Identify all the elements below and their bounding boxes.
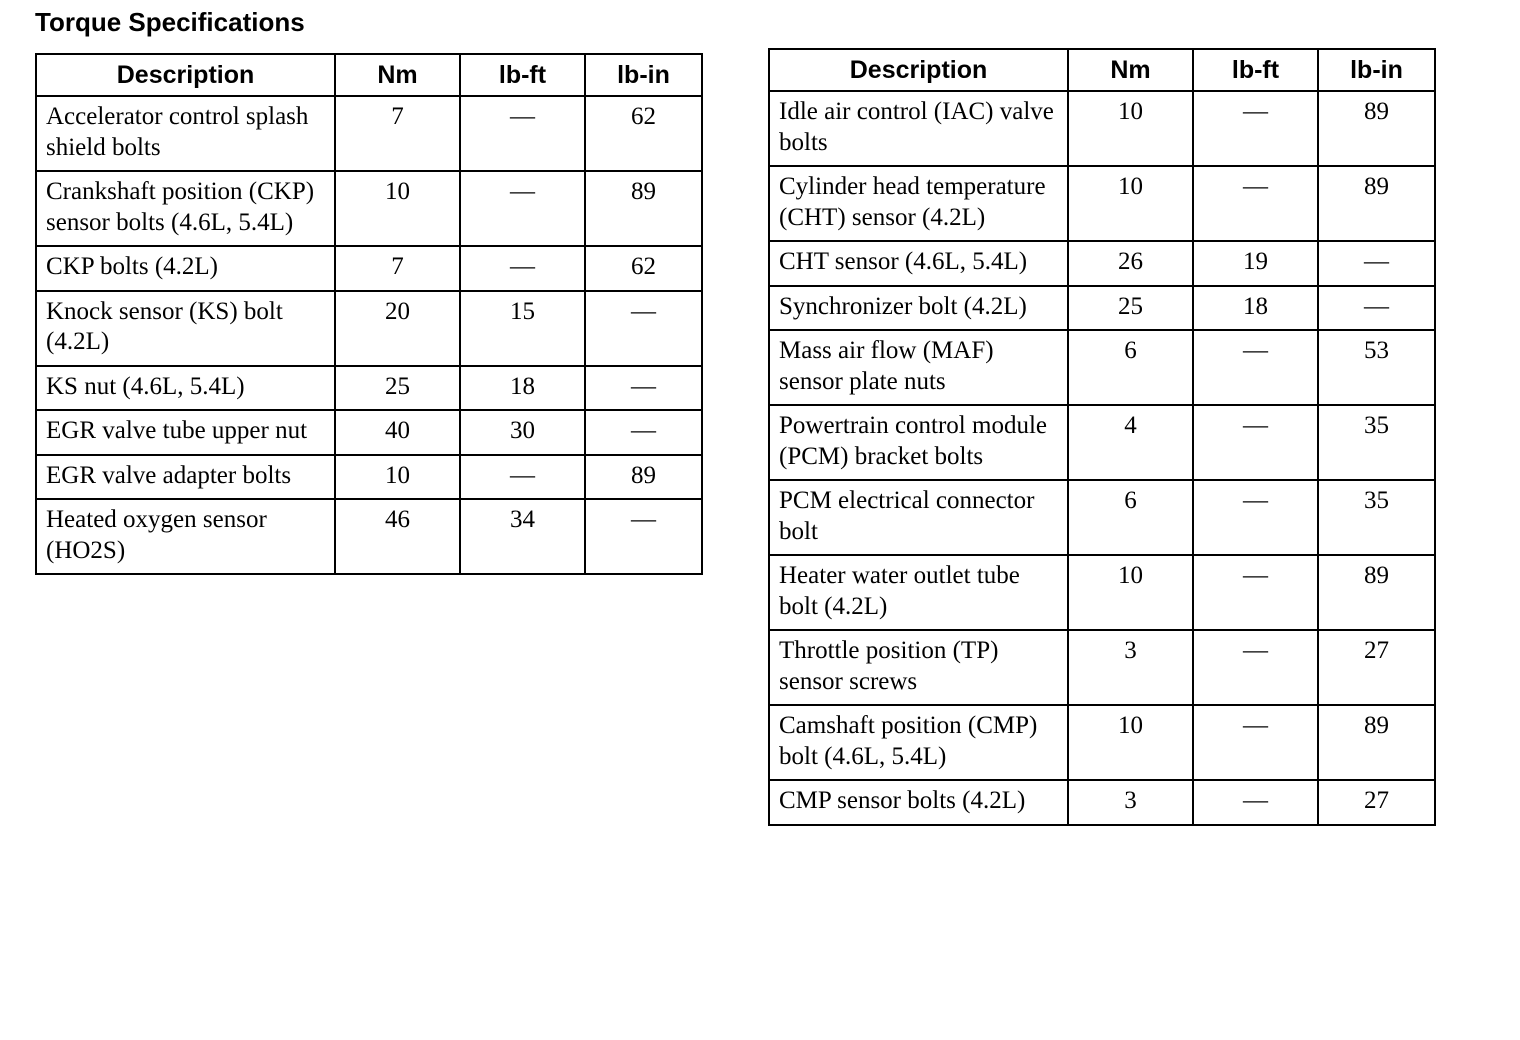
cell-lbft: —	[1193, 166, 1318, 241]
table-row	[769, 166, 1435, 241]
table-row	[769, 91, 1435, 166]
cell-nm: 3	[1068, 630, 1193, 705]
cell-nm: 20	[335, 291, 460, 366]
column-header-lbin: lb-in	[585, 54, 702, 96]
column-header-lbft: lb-ft	[460, 54, 585, 96]
cell-description: EGR valve tube upper nut	[36, 410, 335, 455]
table-row	[36, 499, 702, 574]
cell-nm: 25	[335, 366, 460, 411]
cell-lbft: —	[460, 455, 585, 500]
torque-table-left	[35, 53, 703, 575]
cell-lbin: —	[1318, 241, 1435, 286]
cell-lbin: 27	[1318, 630, 1435, 705]
cell-nm: 26	[1068, 241, 1193, 286]
table-row	[769, 286, 1435, 331]
table-row	[36, 96, 702, 171]
cell-lbin: —	[585, 291, 702, 366]
cell-description: EGR valve adapter bolts	[36, 455, 335, 500]
cell-lbft: 30	[460, 410, 585, 455]
table-row	[769, 555, 1435, 630]
cell-lbin: 89	[585, 455, 702, 500]
cell-description: Heater water outlet tube bolt (4.2L)	[769, 555, 1068, 630]
table-row	[769, 630, 1435, 705]
table-row	[36, 171, 702, 246]
cell-lbft: 18	[1193, 286, 1318, 331]
column-header-nm: Nm	[1068, 49, 1193, 91]
cell-lbft: —	[1193, 555, 1318, 630]
table-row	[769, 241, 1435, 286]
column-header-lbin: lb-in	[1318, 49, 1435, 91]
table-row	[36, 291, 702, 366]
cell-description: PCM electrical connector bolt	[769, 480, 1068, 555]
table-header-row	[36, 54, 702, 96]
page-title: Torque Specifications	[35, 7, 305, 37]
cell-lbft: —	[460, 246, 585, 291]
cell-lbin: 89	[1318, 91, 1435, 166]
cell-lbin: —	[585, 410, 702, 455]
table-row	[36, 455, 702, 500]
cell-nm: 3	[1068, 780, 1193, 825]
cell-description: Throttle position (TP) sensor screws	[769, 630, 1068, 705]
cell-nm: 10	[1068, 166, 1193, 241]
cell-nm: 6	[1068, 480, 1193, 555]
cell-description: Idle air control (IAC) valve bolts	[769, 91, 1068, 166]
cell-lbin: 53	[1318, 330, 1435, 405]
cell-lbin: 35	[1318, 480, 1435, 555]
cell-description: Heated oxygen sensor (HO2S)	[36, 499, 335, 574]
table-header-row	[769, 49, 1435, 91]
cell-lbft: —	[1193, 630, 1318, 705]
table-row	[36, 410, 702, 455]
cell-lbin: —	[585, 499, 702, 574]
cell-lbin: —	[1318, 286, 1435, 331]
cell-lbft: 34	[460, 499, 585, 574]
cell-lbin: 62	[585, 246, 702, 291]
cell-lbft: —	[1193, 780, 1318, 825]
cell-nm: 7	[335, 246, 460, 291]
cell-description: KS nut (4.6L, 5.4L)	[36, 366, 335, 411]
table-row	[36, 366, 702, 411]
cell-lbft: —	[1193, 480, 1318, 555]
cell-description: Crankshaft position (CKP) sensor bolts (4.6L, 5.4L)	[36, 171, 335, 246]
cell-nm: 10	[335, 455, 460, 500]
table-row	[36, 246, 702, 291]
cell-lbin: 89	[585, 171, 702, 246]
cell-lbin: 35	[1318, 405, 1435, 480]
cell-lbft: 18	[460, 366, 585, 411]
cell-lbft: —	[460, 96, 585, 171]
table-row	[769, 330, 1435, 405]
table-row	[769, 480, 1435, 555]
cell-nm: 40	[335, 410, 460, 455]
cell-lbft: —	[1193, 330, 1318, 405]
cell-description: Knock sensor (KS) bolt (4.2L)	[36, 291, 335, 366]
cell-lbft: —	[1193, 405, 1318, 480]
cell-description: Synchronizer bolt (4.2L)	[769, 286, 1068, 331]
column-header-description: Description	[36, 54, 335, 96]
cell-description: Accelerator control splash shield bolts	[36, 96, 335, 171]
cell-nm: 10	[1068, 91, 1193, 166]
cell-lbft: —	[460, 171, 585, 246]
cell-lbft: —	[1193, 91, 1318, 166]
cell-description: Powertrain control module (PCM) bracket bolts	[769, 405, 1068, 480]
cell-lbft: 19	[1193, 241, 1318, 286]
cell-lbft: —	[1193, 705, 1318, 780]
cell-nm: 6	[1068, 330, 1193, 405]
cell-lbin: 62	[585, 96, 702, 171]
cell-nm: 25	[1068, 286, 1193, 331]
cell-lbin: 89	[1318, 705, 1435, 780]
cell-lbft: 15	[460, 291, 585, 366]
cell-description: Mass air flow (MAF) sensor plate nuts	[769, 330, 1068, 405]
cell-lbin: 89	[1318, 555, 1435, 630]
cell-nm: 7	[335, 96, 460, 171]
cell-nm: 10	[1068, 555, 1193, 630]
cell-nm: 4	[1068, 405, 1193, 480]
cell-nm: 46	[335, 499, 460, 574]
table-row	[769, 405, 1435, 480]
cell-lbin: —	[585, 366, 702, 411]
column-header-lbft: lb-ft	[1193, 49, 1318, 91]
cell-description: CKP bolts (4.2L)	[36, 246, 335, 291]
column-header-description: Description	[769, 49, 1068, 91]
torque-table-right	[768, 48, 1436, 826]
cell-nm: 10	[1068, 705, 1193, 780]
cell-description: CMP sensor bolts (4.2L)	[769, 780, 1068, 825]
cell-nm: 10	[335, 171, 460, 246]
cell-description: Camshaft position (CMP) bolt (4.6L, 5.4L)	[769, 705, 1068, 780]
table-row	[769, 705, 1435, 780]
cell-lbin: 27	[1318, 780, 1435, 825]
cell-description: Cylinder head temperature (CHT) sensor (4.2L)	[769, 166, 1068, 241]
cell-description: CHT sensor (4.6L, 5.4L)	[769, 241, 1068, 286]
table-row	[769, 780, 1435, 825]
column-header-nm: Nm	[335, 54, 460, 96]
cell-lbin: 89	[1318, 166, 1435, 241]
